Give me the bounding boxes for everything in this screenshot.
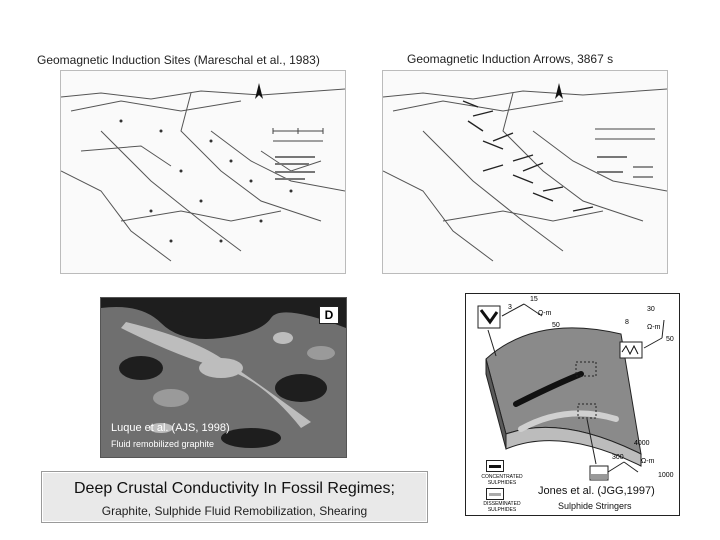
diagram-credit: Jones et al. (JGG,1997) bbox=[538, 485, 655, 497]
sites-map-caption: Geomagnetic Induction Sites (Mareschal et al., 1983) bbox=[37, 53, 320, 67]
concentrated-swatch bbox=[486, 460, 504, 472]
arrows-map-caption: Geomagnetic Induction Arrows, 3867 s bbox=[407, 52, 614, 66]
right-scale-mid: 8 bbox=[625, 319, 629, 326]
top-scale-max: 15 bbox=[530, 296, 538, 303]
right-scale-unit: Ω-m bbox=[647, 324, 661, 331]
photo-credit: Luque et al. (AJS, 1998) bbox=[111, 422, 230, 434]
sulphide-block-diagram bbox=[465, 293, 680, 516]
photo-subtitle: Fluid remobilized graphite bbox=[111, 439, 215, 449]
arrows-map-drawing bbox=[383, 71, 667, 273]
induction-arrows-map bbox=[382, 70, 668, 274]
graphite-micrograph bbox=[100, 297, 347, 458]
top-scale-mid: 3 bbox=[508, 304, 512, 311]
induction-sites-map bbox=[60, 70, 346, 274]
top-scale-unit: Ω-m bbox=[538, 310, 552, 317]
legend-concentrated: CONCENTRATED SULPHIDES bbox=[481, 474, 523, 486]
disseminated-swatch bbox=[486, 488, 504, 500]
top-scale-min: 50 bbox=[552, 322, 560, 329]
banner-subtitle: Graphite, Sulphide Fluid Remobilization, Shearing bbox=[101, 504, 368, 518]
slide-banner bbox=[41, 471, 428, 523]
right-scale-min: 50 bbox=[666, 336, 674, 343]
bottom-scale-mid: 300 bbox=[612, 454, 624, 461]
sites-map-drawing bbox=[61, 71, 345, 273]
bottom-scale-unit: Ω-m bbox=[641, 458, 655, 465]
bottom-scale-max: 4000 bbox=[634, 440, 650, 447]
banner-title: Deep Crustal Conductivity In Fossil Regimes; bbox=[73, 480, 395, 497]
right-scale-max: 30 bbox=[647, 306, 655, 313]
bottom-scale-min: 1000 bbox=[658, 472, 674, 479]
legend-disseminated: DISSEMINATED SULPHIDES bbox=[483, 501, 521, 513]
diagram-subtitle: Sulphide Stringers bbox=[558, 501, 632, 511]
panel-letter: D bbox=[319, 306, 339, 324]
